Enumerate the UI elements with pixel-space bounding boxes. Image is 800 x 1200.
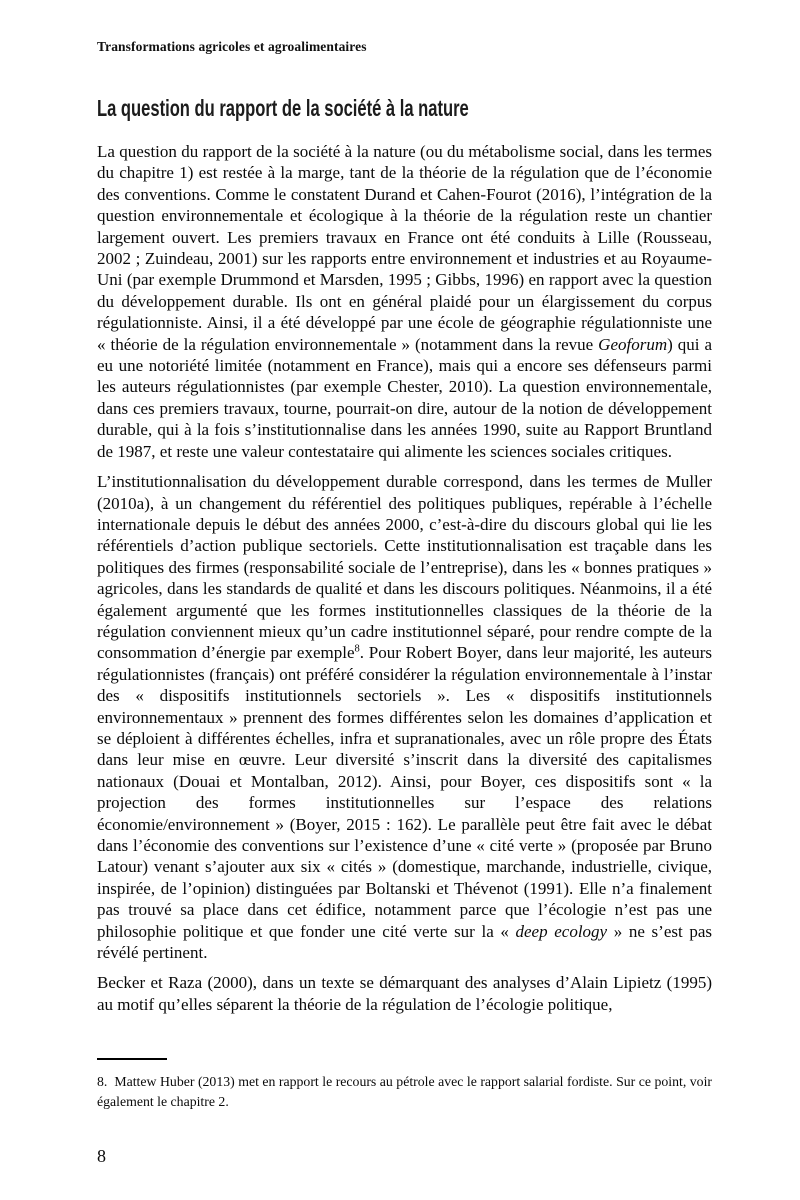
footnote-separator <box>97 1058 167 1060</box>
paragraph-3: Becker et Raza (2000), dans un texte se démarquant des analyses d’Alain Lipietz (1995) au motif qu’elles séparent la théorie de la régulation de l’écologie politique, <box>97 973 712 1014</box>
footnote-block <box>97 1058 712 1111</box>
paragraph-1: La question du rapport de la société à la nature (ou du métabolisme social, dans les termes du chapitre 1) est restée à la marge, tant de la théorie de la régulation que de l’économie des conventions. Comme le constatent Durand et Cahen-Fourot (2016), l’intégration de la question environnementale et écologique à la théorie de la régulation reste un chantier largement ouvert. Les premiers travaux en France ont été conduits à Lille (Rousseau, 2002 ; Zuindeau, 2001) sur les rapports entre environnement et industries et au Royaume-Uni (par exemple Drummond et Marsden, 1995 ; Gibbs, 1996) en rapport avec la question du développement durable. Ils ont en général plaidé pour un élargissement du corpus régulationniste. Ainsi, il a été développé par une école de géographie régulationniste une « théorie de la régulation environnementale » (notamment dans la revue Geoforum) qui a eu une notoriété limitée (notamment en France), mais qui a encore ses défenseurs parmi les auteurs régulationnistes (par exemple Chester, 2010). La question environnementale, dans ces premiers travaux, tourne, pourrait-on dire, autour de la notion de développement durable, qui à la fois s’institutionnalise dans les années 1990, suite au Rapport Bruntland de 1987, et reste une valeur contestataire qui alimente les sciences sociales critiques. <box>97 142 712 461</box>
footnote-text: 8. Mattew Huber (2013) met en rapport le recours au pétrole avec le rapport salarial fordiste. Sur ce point, voir également le chapitre 2. <box>97 1074 712 1109</box>
page-number: 8 <box>97 1146 106 1166</box>
body-text <box>97 141 712 1015</box>
paragraph-2: L’institutionnalisation du développement durable correspond, dans les termes de Muller (2010a), à un changement du référentiel des politiques publiques, repérable à l’échelle internationale depuis le début des années 2000, c’est-à-dire du discours global qui lie les référentiels d’action publique sectoriels. Cette institutionnalisation est traçable dans les politiques des firmes (responsabilité sociale de l’entreprise), dans les « bonnes pratiques » agricoles, dans les standards de qualité et dans les discours politiques. Néanmoins, il a été également argumenté que les formes institutionnelles classiques de la théorie de la régulation conviennent mieux qu’un cadre institutionnel séparé, pour rendre compte de la consommation d’énergie par exemple$^8$. Pour Robert Boyer, dans leur majorité, les auteurs régulationnistes (français) ont préféré considérer la régulation environnementale à l’instar des « dispositifs institutionnels sectoriels ». Les « dispositifs institutionnels environnementaux » prennent des formes différentes selon les domaines d’application et se déploient à différentes échelles, infra et supranationales, avec un rôle propre des États dans leur mise en œuvre. Leur diversité s’inscrit dans la diversité des capitalismes nationaux (Douai et Montalban, 2012). Ainsi, pour Boyer, ces dispositifs sont « la projection des formes institutionnelles sur l’espace des relations économie/environnement » (Boyer, 2015 : 162). Le parallèle peut être fait avec le débat dans l’économie des conventions sur l’existence d’une « cité verte » (proposée par Bruno Latour) venant s’ajouter aux six « cités » (domestique, marchande, industrielle, civique, inspirée, de l’opinion) distinguées par Boltanski et Thévenot (1991). Elle n’a finalement pas trouvé sa place dans cet édifice, notamment parce que l’écologie n’est pas une philosophie politique et que fonder une cité verte sur la « deep ecology » ne s’est pas révélé pertinent. <box>97 472 713 963</box>
running-header: Transformations agricoles et agroalimentaires <box>97 39 367 54</box>
section-title: La question du rapport de la société à la nature <box>97 95 469 121</box>
